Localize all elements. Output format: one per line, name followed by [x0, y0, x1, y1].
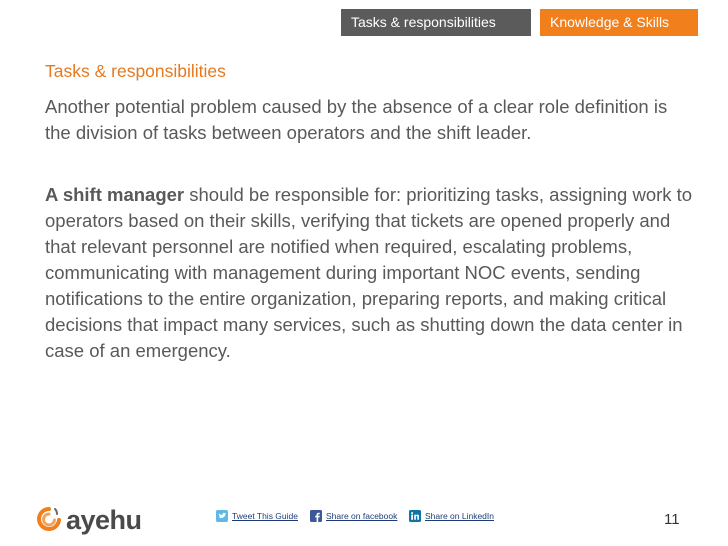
ayehu-logo	[36, 504, 142, 536]
linkedin-icon	[409, 510, 421, 522]
tab-tasks-responsibilities[interactable]: Tasks & responsibilities	[341, 9, 531, 36]
share-facebook-label[interactable]: Share on facebook	[326, 511, 398, 521]
share-twitter-link[interactable]	[216, 509, 298, 523]
share-linkedin-label[interactable]: Share on LinkedIn	[425, 511, 494, 521]
logo-text: ayehu	[66, 504, 142, 535]
share-twitter-label[interactable]: Tweet This Guide	[232, 511, 298, 521]
facebook-icon	[310, 510, 322, 522]
paragraph-shift-manager	[45, 182, 695, 364]
ayehu-logo-icon	[36, 506, 62, 534]
paragraph-bold-term: A shift manager	[45, 184, 185, 205]
section-heading: Tasks & responsibilities	[45, 61, 226, 81]
twitter-icon	[216, 510, 228, 522]
page-number: 11	[664, 511, 680, 528]
paragraph-body: should be responsible for: prioritizing tasks, assigning work to operators based on their skills, verifying that tickets are opened properly and that relevant personnel are notified when required, escalating problems, communicating with management during important NOC events, sending notifications to the entire organization, preparing reports, and making critical decisions that impact many services, such as shutting down the data center in case of an emergency.	[45, 184, 693, 361]
share-linkedin-link[interactable]	[409, 509, 494, 523]
paragraph-intro: Another potential problem caused by the absence of a clear role definition is the division of tasks between operators and the shift leader.	[45, 96, 668, 143]
share-facebook-link[interactable]	[310, 509, 397, 523]
tab-knowledge-skills[interactable]: Knowledge & Skills	[540, 9, 698, 36]
